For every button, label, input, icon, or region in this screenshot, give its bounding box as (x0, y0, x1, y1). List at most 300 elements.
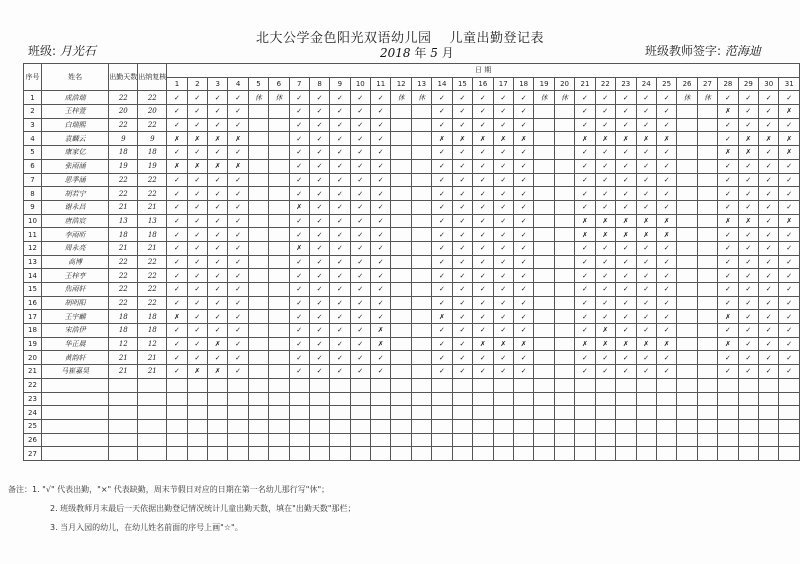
check-mark: ✓ (309, 310, 329, 324)
cross-mark: ✗ (595, 228, 615, 242)
day-cell (269, 296, 289, 310)
check-mark: ✓ (575, 283, 595, 297)
row-seq: 10 (24, 214, 42, 228)
check-mark: ✓ (350, 337, 370, 351)
day-cell (473, 378, 493, 392)
check-mark: ✓ (513, 241, 533, 255)
check-mark: ✓ (616, 365, 636, 379)
check-mark: ✓ (759, 241, 779, 255)
check-mark: ✓ (473, 200, 493, 214)
day-cell (309, 419, 329, 433)
check-mark: ✓ (228, 228, 248, 242)
check-mark: ✓ (759, 173, 779, 187)
cross-mark: ✗ (575, 337, 595, 351)
check-mark: ✓ (738, 269, 758, 283)
check-mark: ✓ (636, 105, 656, 119)
check-mark: ✓ (432, 187, 452, 201)
day-cell (269, 392, 289, 406)
day-cell (759, 433, 779, 447)
day-cell (575, 447, 595, 461)
check-mark: ✓ (208, 146, 228, 160)
check-mark: ✓ (473, 146, 493, 160)
check-mark: ✓ (432, 105, 452, 119)
day-cell (738, 447, 758, 461)
day-cell (330, 378, 350, 392)
check-mark: ✓ (350, 146, 370, 160)
child-name: 白瑞熙 (41, 118, 108, 132)
check-mark: ✓ (493, 296, 513, 310)
cross-mark: ✗ (636, 214, 656, 228)
day-cell (636, 378, 656, 392)
day-cell (554, 269, 574, 283)
day-cell (697, 378, 717, 392)
day-cell (452, 406, 472, 420)
day-cell (738, 378, 758, 392)
day-cell (718, 447, 738, 461)
day-cell (554, 419, 574, 433)
check-mark: ✓ (759, 105, 779, 119)
child-name: 王宇麒 (41, 310, 108, 324)
check-mark: ✓ (350, 118, 370, 132)
child-name: 马崔嘉昊 (41, 365, 108, 379)
check-mark: ✓ (513, 159, 533, 173)
header-seq: 序号 (24, 64, 42, 91)
day-cell (411, 200, 431, 214)
day-cell (411, 337, 431, 351)
attend-days: 13 (109, 214, 138, 228)
check-mark: ✓ (309, 269, 329, 283)
check-mark: ✓ (616, 200, 636, 214)
check-mark: ✓ (371, 187, 391, 201)
check-mark: ✓ (330, 283, 350, 297)
day-cell (411, 214, 431, 228)
check-mark: ✓ (289, 214, 309, 228)
attend-days (109, 419, 138, 433)
check-mark: ✓ (759, 310, 779, 324)
check-mark: ✓ (636, 173, 656, 187)
check-mark: ✓ (718, 324, 738, 338)
day-cell (452, 378, 472, 392)
check-mark: ✓ (473, 324, 493, 338)
check-mark: ✓ (371, 255, 391, 269)
check-mark: ✓ (330, 159, 350, 173)
check-mark: ✓ (350, 228, 370, 242)
day-cell (595, 433, 615, 447)
rest-mark: 休 (534, 91, 554, 105)
check-mark: ✓ (513, 91, 533, 105)
check-mark: ✓ (371, 365, 391, 379)
check-mark: ✓ (187, 118, 207, 132)
day-cell (208, 392, 228, 406)
check-mark: ✓ (759, 337, 779, 351)
check-mark: ✓ (350, 283, 370, 297)
check-mark: ✓ (759, 91, 779, 105)
check-mark: ✓ (513, 146, 533, 160)
header-date: 日 期 (167, 64, 800, 78)
day-cell (718, 419, 738, 433)
check-mark: ✓ (289, 105, 309, 119)
check-mark: ✓ (473, 365, 493, 379)
day-cell (473, 406, 493, 420)
day-cell (677, 378, 697, 392)
check-mark: ✓ (187, 269, 207, 283)
check-mark: ✓ (656, 173, 676, 187)
check-mark: ✓ (289, 91, 309, 105)
day-cell (411, 228, 431, 242)
check-mark: ✓ (779, 118, 800, 132)
day-cell (697, 132, 717, 146)
check-mark: ✓ (636, 365, 656, 379)
day-cell (534, 447, 554, 461)
check-mark: ✓ (656, 105, 676, 119)
day-cell (779, 447, 800, 461)
check-mark: ✓ (575, 91, 595, 105)
cross-mark: ✗ (432, 310, 452, 324)
cross-mark: ✗ (738, 146, 758, 160)
check-mark: ✓ (452, 365, 472, 379)
day-cell (595, 419, 615, 433)
check-mark: ✓ (452, 173, 472, 187)
review-days: 19 (138, 159, 167, 173)
day-cell (391, 132, 411, 146)
check-mark: ✓ (187, 91, 207, 105)
check-mark: ✓ (432, 159, 452, 173)
day-cell (391, 118, 411, 132)
check-mark: ✓ (718, 159, 738, 173)
table-row (24, 419, 800, 433)
check-mark: ✓ (513, 351, 533, 365)
day-cell (269, 337, 289, 351)
attend-days: 22 (109, 283, 138, 297)
day-cell (759, 447, 779, 461)
child-name (41, 406, 108, 420)
check-mark: ✓ (738, 228, 758, 242)
day-cell (493, 378, 513, 392)
cross-mark: ✗ (656, 214, 676, 228)
child-name (41, 392, 108, 406)
day-cell (309, 406, 329, 420)
check-mark: ✓ (432, 241, 452, 255)
cross-mark: ✗ (473, 132, 493, 146)
day-cell (208, 378, 228, 392)
check-mark: ✓ (738, 91, 758, 105)
cross-mark: ✗ (779, 105, 800, 119)
day-cell (554, 214, 574, 228)
check-mark: ✓ (289, 132, 309, 146)
check-mark: ✓ (330, 228, 350, 242)
cross-mark: ✗ (371, 337, 391, 351)
day-cell (513, 392, 533, 406)
check-mark: ✓ (575, 173, 595, 187)
check-mark: ✓ (309, 214, 329, 228)
day-cell (677, 187, 697, 201)
check-mark: ✓ (187, 351, 207, 365)
day-cell (656, 378, 676, 392)
check-mark: ✓ (208, 105, 228, 119)
cross-mark: ✗ (493, 132, 513, 146)
day-cell (452, 447, 472, 461)
day-cell (554, 351, 574, 365)
day-cell (697, 159, 717, 173)
review-days: 22 (138, 296, 167, 310)
check-mark: ✓ (493, 351, 513, 365)
day-cell (411, 132, 431, 146)
check-mark: ✓ (350, 132, 370, 146)
cross-mark: ✗ (575, 228, 595, 242)
day-cell (248, 283, 268, 297)
day-cell (697, 118, 717, 132)
day-cell (411, 392, 431, 406)
day-cell (595, 447, 615, 461)
cross-mark: ✗ (718, 214, 738, 228)
day-cell (411, 269, 431, 283)
check-mark: ✓ (636, 255, 656, 269)
check-mark: ✓ (371, 132, 391, 146)
check-mark: ✓ (289, 173, 309, 187)
teacher-signature: 范海迪 (724, 44, 761, 58)
check-mark: ✓ (228, 200, 248, 214)
check-mark: ✓ (738, 173, 758, 187)
check-mark: ✓ (228, 296, 248, 310)
review-days: 22 (138, 91, 167, 105)
day-cell (759, 378, 779, 392)
child-name: 周永亮 (41, 241, 108, 255)
check-mark: ✓ (636, 283, 656, 297)
day-cell (759, 419, 779, 433)
day-cell (269, 187, 289, 201)
check-mark: ✓ (718, 200, 738, 214)
day-cell (391, 241, 411, 255)
day-cell (248, 173, 268, 187)
day-cell (738, 406, 758, 420)
day-cell (432, 419, 452, 433)
check-mark: ✓ (350, 255, 370, 269)
day-cell (677, 173, 697, 187)
day-cell (718, 433, 738, 447)
day-header-cell: 9 (330, 77, 350, 91)
check-mark: ✓ (738, 324, 758, 338)
check-mark: ✓ (473, 214, 493, 228)
day-cell (636, 447, 656, 461)
row-seq: 24 (24, 406, 42, 420)
day-cell (248, 159, 268, 173)
check-mark: ✓ (452, 255, 472, 269)
check-mark: ✓ (167, 173, 187, 187)
child-name: 袁麟云 (41, 132, 108, 146)
cross-mark: ✗ (616, 337, 636, 351)
check-mark: ✓ (309, 132, 329, 146)
check-mark: ✓ (452, 214, 472, 228)
check-mark: ✓ (718, 269, 738, 283)
cross-mark: ✗ (595, 324, 615, 338)
check-mark: ✓ (779, 310, 800, 324)
row-seq: 12 (24, 241, 42, 255)
cross-mark: ✗ (513, 132, 533, 146)
check-mark: ✓ (656, 200, 676, 214)
check-mark: ✓ (718, 132, 738, 146)
review-days: 22 (138, 255, 167, 269)
day-cell (452, 392, 472, 406)
day-cell (432, 433, 452, 447)
attend-days: 20 (109, 105, 138, 119)
check-mark: ✓ (330, 351, 350, 365)
day-cell (248, 337, 268, 351)
day-cell (269, 447, 289, 461)
header-cashier-review: 出纳复核 (138, 64, 167, 91)
check-mark: ✓ (473, 228, 493, 242)
table-row (24, 310, 800, 324)
check-mark: ✓ (350, 241, 370, 255)
check-mark: ✓ (208, 283, 228, 297)
day-cell (534, 200, 554, 214)
check-mark: ✓ (208, 351, 228, 365)
check-mark: ✓ (616, 269, 636, 283)
cross-mark: ✗ (738, 214, 758, 228)
day-cell (228, 392, 248, 406)
day-cell (575, 433, 595, 447)
check-mark: ✓ (452, 200, 472, 214)
day-cell (697, 310, 717, 324)
check-mark: ✓ (187, 146, 207, 160)
day-header-cell: 8 (309, 77, 329, 91)
check-mark: ✓ (371, 173, 391, 187)
day-cell (513, 447, 533, 461)
day-cell (534, 159, 554, 173)
check-mark: ✓ (595, 187, 615, 201)
note-1: 备注：1. "√" 代表出勤，"×" 代表缺勤，周末节假日对应的日期在第一名幼儿那行写"休"； (8, 485, 330, 494)
check-mark: ✓ (759, 269, 779, 283)
table-row (24, 447, 800, 461)
check-mark: ✓ (493, 255, 513, 269)
check-mark: ✓ (738, 283, 758, 297)
day-cell (248, 419, 268, 433)
day-cell (248, 105, 268, 119)
check-mark: ✓ (575, 241, 595, 255)
check-mark: ✓ (432, 91, 452, 105)
review-days: 22 (138, 118, 167, 132)
row-seq: 26 (24, 433, 42, 447)
check-mark: ✓ (309, 146, 329, 160)
day-cell (187, 419, 207, 433)
cross-mark: ✗ (738, 132, 758, 146)
review-days (138, 378, 167, 392)
check-mark: ✓ (187, 200, 207, 214)
table-row (24, 214, 800, 228)
table-row (24, 337, 800, 351)
day-cell (187, 406, 207, 420)
rest-mark: 休 (391, 91, 411, 105)
check-mark: ✓ (330, 337, 350, 351)
day-cell (309, 433, 329, 447)
check-mark: ✓ (738, 296, 758, 310)
day-cell (371, 433, 391, 447)
day-cell (554, 105, 574, 119)
check-mark: ✓ (656, 187, 676, 201)
day-cell (513, 378, 533, 392)
check-mark: ✓ (330, 310, 350, 324)
check-mark: ✓ (616, 187, 636, 201)
check-mark: ✓ (493, 365, 513, 379)
check-mark: ✓ (167, 241, 187, 255)
day-cell (636, 406, 656, 420)
check-mark: ✓ (513, 173, 533, 187)
check-mark: ✓ (208, 91, 228, 105)
attend-days: 21 (109, 200, 138, 214)
check-mark: ✓ (167, 187, 187, 201)
check-mark: ✓ (636, 187, 656, 201)
day-cell (411, 296, 431, 310)
check-mark: ✓ (452, 159, 472, 173)
check-mark: ✓ (759, 296, 779, 310)
attend-days: 18 (109, 228, 138, 242)
review-days: 21 (138, 365, 167, 379)
check-mark: ✓ (289, 310, 309, 324)
cross-mark: ✗ (167, 310, 187, 324)
day-cell (350, 419, 370, 433)
day-cell (575, 419, 595, 433)
day-cell (391, 324, 411, 338)
check-mark: ✓ (616, 296, 636, 310)
form-name: 儿童出勤登记表 (449, 31, 545, 46)
check-mark: ✓ (289, 283, 309, 297)
table-row (24, 296, 800, 310)
cross-mark: ✗ (289, 241, 309, 255)
row-seq: 5 (24, 146, 42, 160)
check-mark: ✓ (228, 173, 248, 187)
day-cell (493, 392, 513, 406)
check-mark: ✓ (575, 200, 595, 214)
check-mark: ✓ (289, 187, 309, 201)
day-cell (697, 419, 717, 433)
check-mark: ✓ (513, 269, 533, 283)
check-mark: ✓ (513, 200, 533, 214)
check-mark: ✓ (738, 187, 758, 201)
check-mark: ✓ (309, 255, 329, 269)
day-cell (656, 433, 676, 447)
rest-mark: 休 (269, 91, 289, 105)
day-cell (187, 433, 207, 447)
check-mark: ✓ (432, 324, 452, 338)
day-cell (575, 406, 595, 420)
table-row (24, 378, 800, 392)
check-mark: ✓ (167, 91, 187, 105)
day-cell (616, 433, 636, 447)
check-mark: ✓ (208, 214, 228, 228)
day-cell (391, 173, 411, 187)
check-mark: ✓ (208, 310, 228, 324)
check-mark: ✓ (208, 118, 228, 132)
day-cell (248, 187, 268, 201)
check-mark: ✓ (350, 105, 370, 119)
child-name: 宋浩伊 (41, 324, 108, 338)
day-cell (697, 296, 717, 310)
check-mark: ✓ (616, 324, 636, 338)
check-mark: ✓ (493, 159, 513, 173)
day-cell (411, 419, 431, 433)
day-header-cell: 24 (636, 77, 656, 91)
day-cell (677, 296, 697, 310)
day-cell (371, 447, 391, 461)
day-cell (493, 433, 513, 447)
day-header-cell: 1 (167, 77, 187, 91)
day-cell (636, 392, 656, 406)
day-cell (391, 351, 411, 365)
day-cell (534, 310, 554, 324)
check-mark: ✓ (208, 296, 228, 310)
check-mark: ✓ (350, 351, 370, 365)
check-mark: ✓ (718, 365, 738, 379)
row-seq: 3 (24, 118, 42, 132)
